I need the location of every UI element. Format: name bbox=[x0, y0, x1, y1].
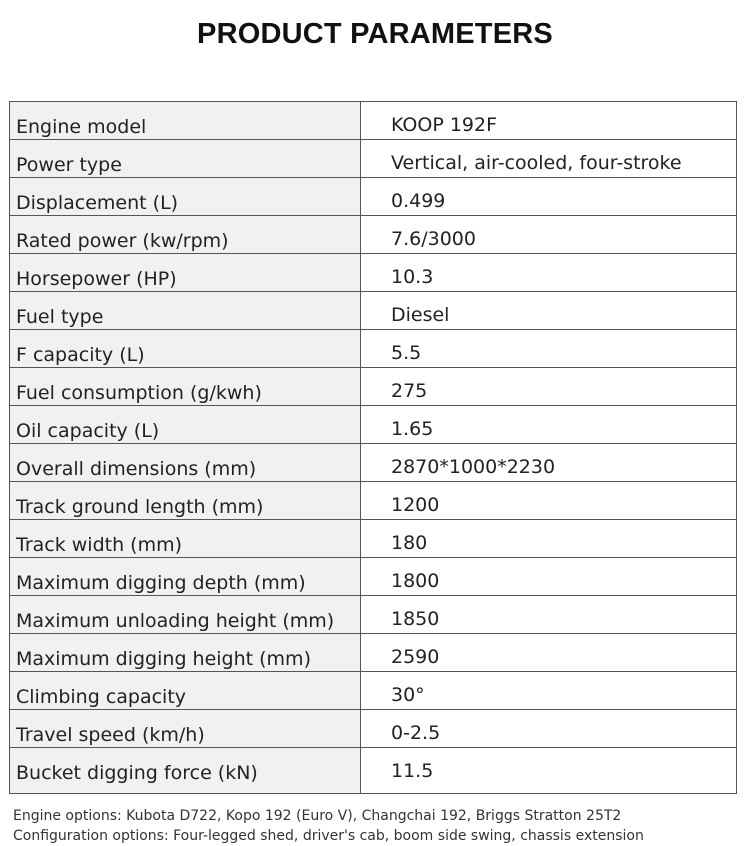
table-row bbox=[10, 102, 736, 140]
parameter-label: Track ground length (mm) bbox=[16, 496, 264, 518]
parameter-value: 180 bbox=[391, 532, 428, 554]
parameter-label: Track width (mm) bbox=[16, 534, 183, 556]
parameter-label: F capacity (L) bbox=[16, 344, 145, 366]
table-row bbox=[10, 672, 736, 710]
parameter-value: 1.65 bbox=[391, 418, 434, 440]
notes-section bbox=[13, 806, 644, 846]
parameter-label: Power type bbox=[16, 154, 122, 176]
parameter-label: Fuel consumption (g/kwh) bbox=[16, 382, 262, 404]
parameter-label: Maximum unloading height (mm) bbox=[16, 610, 335, 632]
engine-options-note: Engine options: Kubota D722, Kopo 192 (Euro V), Changchai 192, Briggs Stratton 25T2 bbox=[13, 808, 622, 824]
parameter-label: Fuel type bbox=[16, 306, 104, 328]
table-row bbox=[10, 482, 736, 520]
parameter-label: Horsepower (HP) bbox=[16, 268, 177, 290]
parameter-value: Vertical, air-cooled, four-stroke bbox=[391, 152, 682, 174]
table-row bbox=[10, 710, 736, 748]
parameter-label: Maximum digging depth (mm) bbox=[16, 572, 306, 594]
table-row bbox=[10, 748, 736, 786]
table-row bbox=[10, 330, 736, 368]
table-row bbox=[10, 140, 736, 178]
parameter-value: 2870*1000*2230 bbox=[391, 456, 556, 478]
parameter-value: 1850 bbox=[391, 608, 440, 630]
parameter-value: 7.6/3000 bbox=[391, 228, 476, 250]
parameter-value: KOOP 192F bbox=[391, 114, 498, 136]
parameter-label: Oil capacity (L) bbox=[16, 420, 160, 442]
parameter-value: 5.5 bbox=[391, 342, 422, 364]
parameter-value: 275 bbox=[391, 380, 428, 402]
parameter-value: 30° bbox=[391, 684, 425, 706]
table-row bbox=[10, 368, 736, 406]
parameter-value: 11.5 bbox=[391, 760, 434, 782]
page-title: PRODUCT PARAMETERS bbox=[197, 18, 553, 50]
parameter-value: 1800 bbox=[391, 570, 440, 592]
table-row bbox=[10, 634, 736, 672]
parameter-value: 2590 bbox=[391, 646, 440, 668]
table-row bbox=[10, 558, 736, 596]
table-row bbox=[10, 254, 736, 292]
parameters-table bbox=[9, 101, 737, 794]
parameter-value: 0-2.5 bbox=[391, 722, 441, 744]
parameter-label: Bucket digging force (kN) bbox=[16, 762, 258, 784]
parameter-label: Rated power (kw/rpm) bbox=[16, 230, 229, 252]
parameter-label: Overall dimensions (mm) bbox=[16, 458, 257, 480]
parameter-label: Travel speed (km/h) bbox=[16, 724, 205, 746]
parameter-value: Diesel bbox=[391, 304, 450, 326]
parameter-value: 10.3 bbox=[391, 266, 434, 288]
table-row bbox=[10, 596, 736, 634]
parameter-label: Engine model bbox=[16, 116, 147, 138]
parameter-label: Displacement (L) bbox=[16, 192, 179, 214]
table-row bbox=[10, 216, 736, 254]
table-row bbox=[10, 178, 736, 216]
table-row bbox=[10, 444, 736, 482]
parameter-value: 1200 bbox=[391, 494, 440, 516]
configuration-options-note: Configuration options: Four-legged shed, driver's cab, boom side swing, chassis extension bbox=[13, 828, 644, 844]
table-row bbox=[10, 520, 736, 558]
table-row bbox=[10, 292, 736, 330]
parameter-value: 0.499 bbox=[391, 190, 446, 212]
parameter-label: Climbing capacity bbox=[16, 686, 187, 708]
table-row bbox=[10, 406, 736, 444]
parameter-label: Maximum digging height (mm) bbox=[16, 648, 311, 670]
